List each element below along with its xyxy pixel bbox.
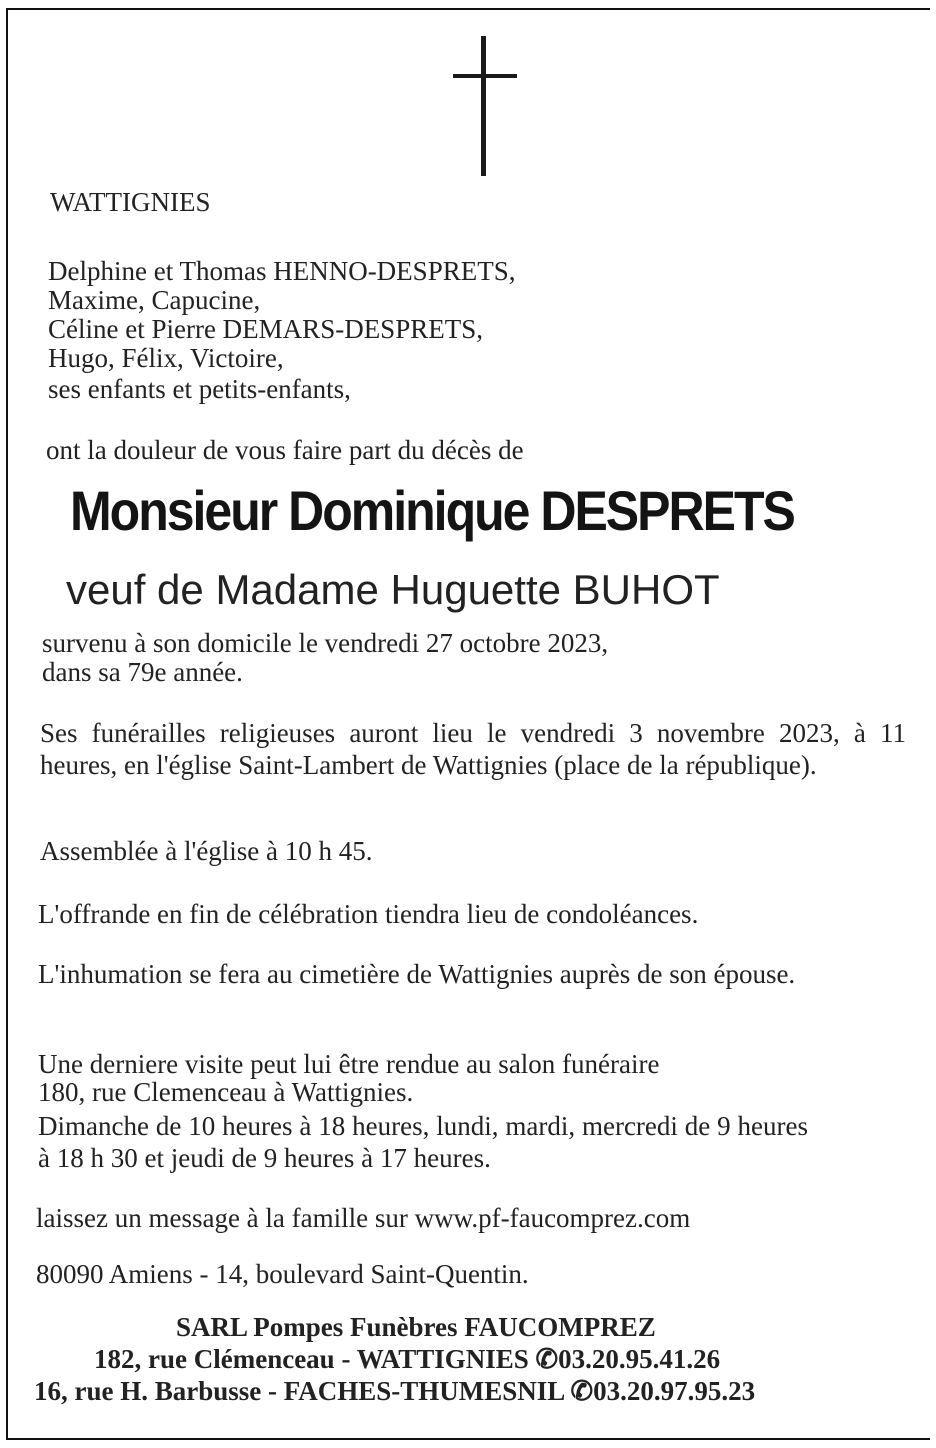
death-date: survenu à son domicile le vendredi 27 octobre 2023, — [42, 628, 609, 658]
visit-info: Une derniere visite peut lui être rendue au salon funéraire — [38, 1049, 660, 1079]
company-name: SARL Pompes Funèbres FAUCOMPREZ — [176, 1312, 656, 1342]
funeral-details: Ses funérailles religieuses auront lieu le vendredi 3 novembre 2023, à 11 heures, en l'église Saint-Lambert de Wattignies (place de la république). — [40, 718, 906, 780]
message-link: laissez un message à la famille sur www.pf-faucomprez.com — [36, 1203, 691, 1233]
family-line: Maxime, Capucine, — [48, 285, 261, 315]
family-line: ses enfants et petits-enfants, — [48, 374, 351, 404]
visit-hours: Dimanche de 10 heures à 18 heures, lundi, mardi, mercredi de 9 heures à 18 h 30 et jeudi de 9 heures à 17 heures. — [38, 1111, 808, 1173]
offering-note: L'offrande en fin de célébration tiendra lieu de condoléances. — [38, 899, 699, 929]
death-age: dans sa 79e année. — [42, 657, 243, 687]
office-faches-thumesnil: 16, rue H. Barbusse - FACHES-THUMESNIL ✆03.20.97.95.23 — [34, 1376, 756, 1406]
announcement: ont la douleur de vous faire part du décès de — [46, 435, 524, 465]
location-heading: WATTIGNIES — [50, 187, 211, 217]
cross-icon — [450, 36, 520, 178]
office-wattignies: 182, rue Clémenceau - WATTIGNIES ✆03.20.95.41.26 — [94, 1344, 721, 1374]
burial-details: L'inhumation se fera au cimetière de Wattignies auprès de son épouse. — [38, 959, 796, 989]
family-line: Delphine et Thomas HENNO-DESPRETS, — [48, 256, 516, 286]
deceased-name: Monsieur Dominique DESPRETS — [70, 479, 794, 543]
spouse-line: veuf de Madame Huguette BUHOT — [66, 566, 720, 613]
assembly-time: Assemblée à l'église à 10 h 45. — [40, 836, 373, 866]
amiens-address: 80090 Amiens - 14, boulevard Saint-Quentin. — [36, 1259, 529, 1289]
visit-address: 180, rue Clemenceau à Wattignies. — [38, 1077, 414, 1107]
family-line: Hugo, Félix, Victoire, — [48, 343, 284, 373]
family-line: Céline et Pierre DEMARS-DESPRETS, — [48, 314, 483, 344]
